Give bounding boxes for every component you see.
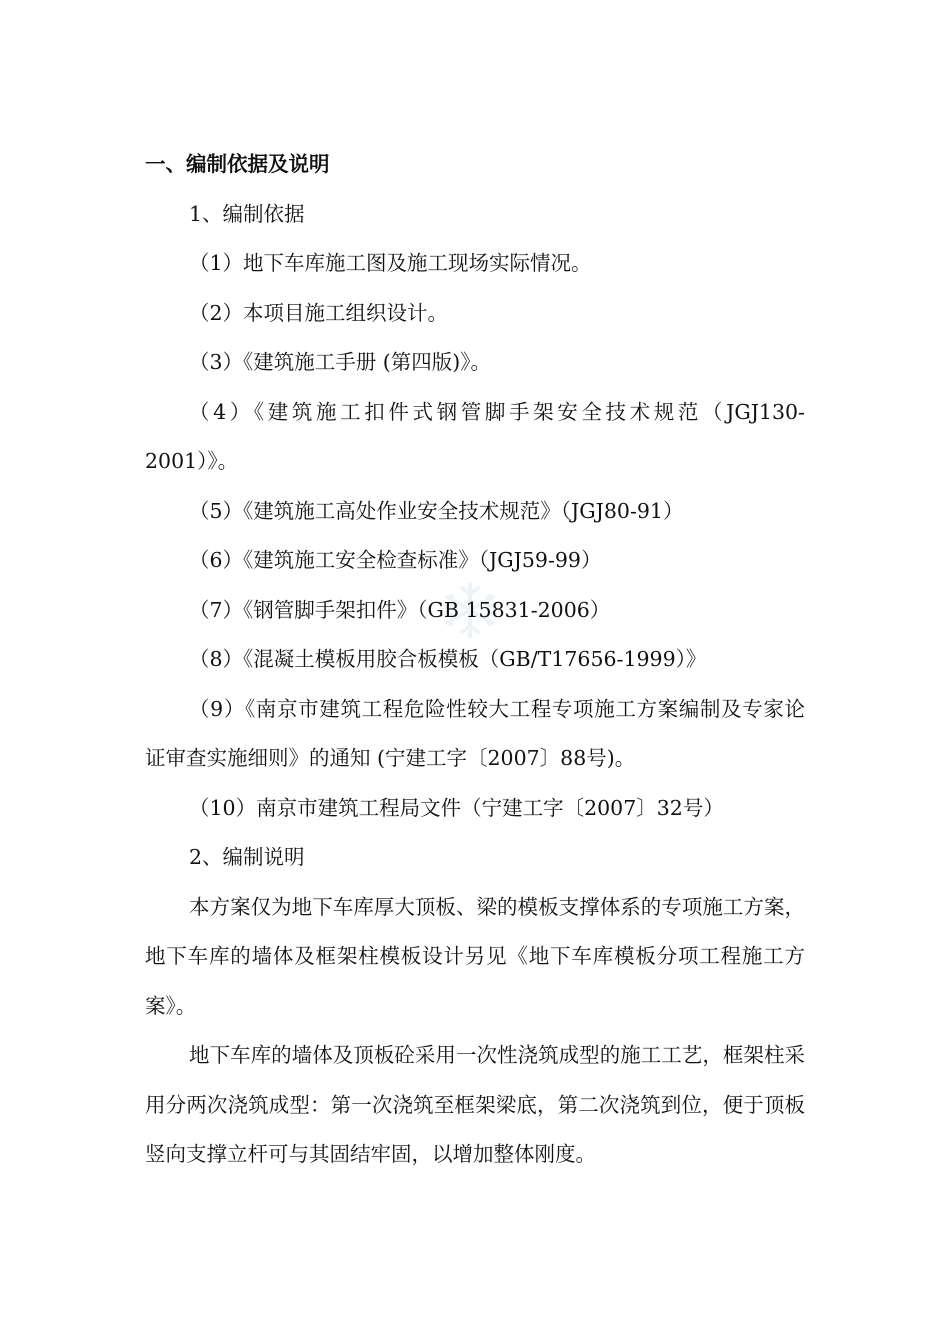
basis-item: （8）《混凝土模板用胶合板模板（GB/T17656-1999）》 [189, 647, 707, 671]
basis-item: （7）《钢管脚手架扣件》（GB 15831-2006） [189, 597, 611, 622]
basis-item: （4）《建筑施工扣件式钢管脚手架安全技术规范（JGJ130-2001）》。 [145, 399, 805, 473]
basis-item: （2）本项目施工组织设计。 [189, 300, 449, 325]
basis-item: （6）《建筑施工安全检查标准》（JGJ59-99） [189, 548, 602, 572]
section-heading: 一、编制依据及说明 [145, 152, 330, 176]
basis-item: （9）《南京市建筑工程危险性较大工程专项施工方案编制及专家论证审查实施细则》的通知 (宁建工字〔2007〕88号)。 [145, 696, 805, 770]
basis-item: （10）南京市建筑工程局文件（宁建工字〔2007〕32号） [189, 795, 724, 820]
basis-item: （5）《建筑施工高处作业安全技术规范》（JGJ80-91） [189, 498, 684, 523]
subsection-title-basis: 1、编制依据 [189, 201, 305, 226]
basis-item: （3）《建筑施工手册 (第四版)》。 [189, 350, 492, 374]
notes-paragraph: 本方案仅为地下车库厚大顶板、梁的模板支撑体系的专项施工方案，地下车库的墙体及框架柱模板设计另见《地下车库模板分项工程施工方案》。 [145, 894, 805, 1018]
notes-paragraph: 地下车库的墙体及顶板砼采用一次性浇筑成型的施工工艺，框架柱采用分两次浇筑成型：第一次浇筑至框架梁底，第二次浇筑到位，便于顶板竖向支撑立杆可与其固结牢固，以增加整体刚度。 [145, 1043, 805, 1166]
document-body [145, 140, 805, 1180]
basis-item: （1）地下车库施工图及施工现场实际情况。 [189, 251, 592, 275]
subsection-title-notes: 2、编制说明 [189, 845, 305, 869]
